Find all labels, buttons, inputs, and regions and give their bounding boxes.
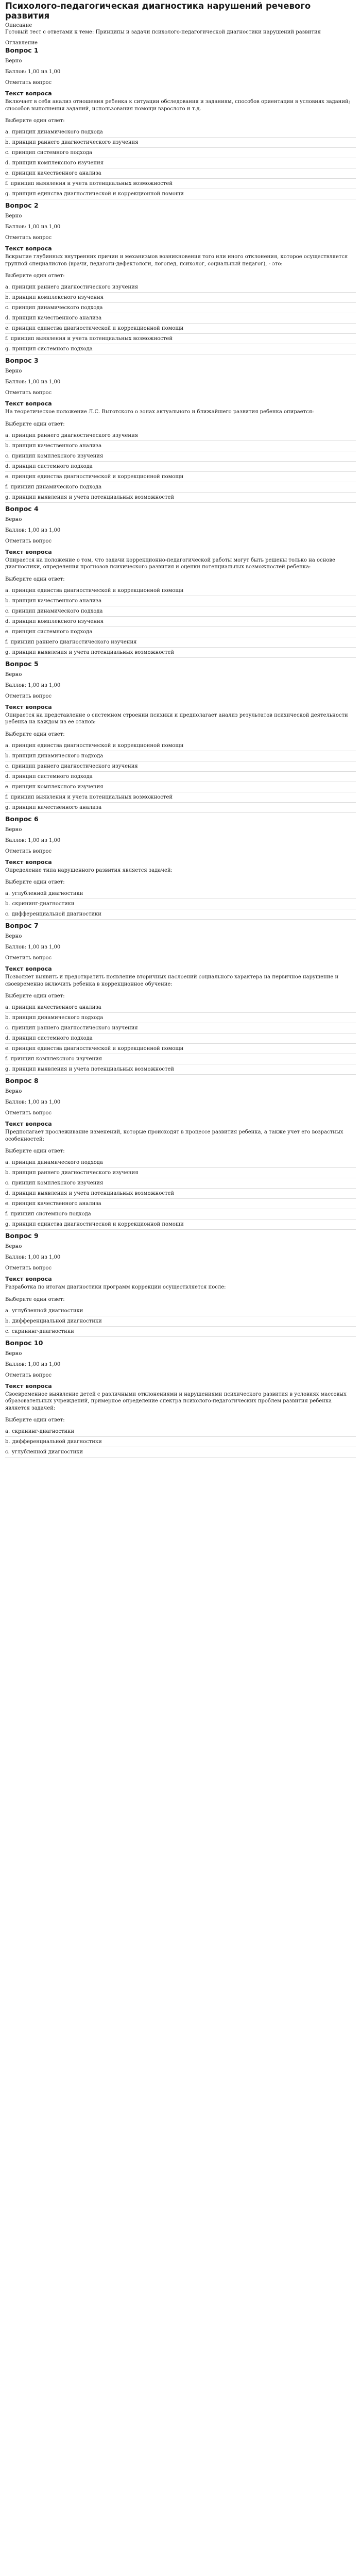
answer-option[interactable] xyxy=(5,617,356,627)
option-text: принцип выявления и учета потенциальных возможностей xyxy=(10,336,173,342)
answer-option[interactable] xyxy=(5,1003,356,1013)
question-text-heading: Текст вопроса xyxy=(5,1121,52,1127)
option-text: принцип выявления и учета потенциальных возможностей xyxy=(12,649,175,655)
option-text: принцип раннего диагностического изучения xyxy=(12,140,139,145)
status-correct: Верно xyxy=(5,934,22,939)
score-text: Баллов: 1,00 из 1,00 xyxy=(5,69,61,75)
question-text-heading: Текст вопроса xyxy=(5,1276,52,1282)
answer-option[interactable] xyxy=(5,792,356,803)
option-text: принцип единства диагностической и коррекционной помощи xyxy=(12,326,184,331)
option-text: принцип качественного анализа xyxy=(12,171,101,176)
answer-option[interactable] xyxy=(5,179,356,189)
option-letter: b. xyxy=(5,1439,10,1445)
answer-option[interactable] xyxy=(5,648,356,658)
option-text: принцип раннего диагностического изучения xyxy=(12,1170,139,1176)
option-text: принцип комплексного изучения xyxy=(11,453,104,459)
score-text: Баллов: 1,00 из 1,00 xyxy=(5,837,61,843)
question-text-heading: Текст вопроса xyxy=(5,245,52,252)
option-letter: a. xyxy=(5,432,10,438)
answer-option[interactable] xyxy=(5,1316,356,1327)
choose-one-label: Выберите один ответ: xyxy=(5,1148,65,1154)
option-text: принцип раннего диагностического изучения xyxy=(10,639,137,645)
option-text: принцип раннего диагностического изучения xyxy=(12,284,139,290)
question-text-heading: Текст вопроса xyxy=(5,1382,52,1389)
option-text: принцип единства диагностической и коррекционной помощи xyxy=(12,191,184,197)
option-text: углубленной диагностики xyxy=(12,891,83,896)
choose-one-label: Выберите один ответ: xyxy=(5,576,65,582)
status-correct: Верно xyxy=(5,671,22,677)
answer-options xyxy=(5,1003,356,1075)
answer-options xyxy=(5,889,356,920)
answer-option[interactable] xyxy=(5,189,356,199)
question-title: Вопрос 4 xyxy=(5,504,39,513)
status-correct: Верно xyxy=(5,1350,22,1357)
option-letter: c. xyxy=(5,911,10,917)
option-letter: e. xyxy=(5,326,10,331)
question-title: Вопрос 9 xyxy=(5,1232,39,1240)
question-text-heading: Текст вопроса xyxy=(5,90,52,97)
option-letter: a. xyxy=(5,1308,10,1314)
score-text: Баллов: 1,00 из 1,00 xyxy=(5,1255,61,1260)
status-correct: Верно xyxy=(5,516,22,522)
flag-question-link[interactable]: Отметить вопрос xyxy=(5,1110,52,1116)
answer-option[interactable] xyxy=(5,1013,356,1023)
answer-option[interactable] xyxy=(5,1064,356,1075)
option-letter: d. xyxy=(5,1191,10,1196)
option-letter: c. xyxy=(5,763,10,769)
question-block xyxy=(5,1077,356,1232)
option-text: принцип динамического подхода xyxy=(12,129,103,135)
spacer xyxy=(5,1458,356,1460)
question-title: Вопрос 5 xyxy=(5,659,39,668)
option-text: принцип качественного анализа xyxy=(12,443,102,449)
option-letter: b. xyxy=(5,1015,10,1021)
option-text: принцип комплексного изучения xyxy=(12,618,104,624)
flag-question-link[interactable]: Отметить вопрос xyxy=(5,235,52,241)
answer-option[interactable] xyxy=(5,334,356,344)
option-text: принцип динамического подхода xyxy=(12,753,104,759)
answer-option[interactable] xyxy=(5,158,356,168)
score-text: Баллов: 1,00 из 1,00 xyxy=(5,944,61,950)
question-text: Включает в себя анализ отношения ребенка к ситуации обследования и заданиям, способов ориентации в условиях заданий; способов выполнения заданий, использования помощи взрослого и т.д. xyxy=(5,99,351,112)
question-text: Предполагает прослеживание изменений, которые происходят в процессе развития ребенка, а также учет его возрастных особенностей: xyxy=(5,1129,343,1142)
option-letter: a. xyxy=(5,284,10,290)
answer-option[interactable] xyxy=(5,313,356,324)
option-text: дифференциальной диагностики xyxy=(12,1318,102,1324)
question-text: Разработка по итогам диагностики программ коррекции осуществляется после: xyxy=(5,1284,226,1290)
question-list xyxy=(5,46,356,1460)
question-title: Вопрос 1 xyxy=(5,46,39,54)
option-letter: b. xyxy=(5,753,10,759)
status-correct: Верно xyxy=(5,826,22,833)
answer-option[interactable] xyxy=(5,324,356,334)
answer-options xyxy=(5,1427,356,1458)
answer-options xyxy=(5,431,356,503)
option-text: принцип единства диагностической и коррекционной помощи xyxy=(12,587,184,594)
option-text: принцип качественного анализа xyxy=(12,804,102,810)
option-text: принцип комплексного изучения xyxy=(11,1180,104,1186)
question-title: Вопрос 7 xyxy=(5,922,39,929)
answer-option[interactable] xyxy=(5,1209,356,1219)
option-text: принцип комплексного изучения xyxy=(10,1056,102,1062)
option-letter: a. xyxy=(5,742,10,749)
question-title: Вопрос 6 xyxy=(5,815,39,823)
score-text: Баллов: 1,00 из 1,00 xyxy=(5,379,61,385)
option-text: принцип комплексного изучения xyxy=(12,295,104,300)
choose-one-label: Выберите один ответ: xyxy=(5,421,65,427)
question-text-heading: Текст вопроса xyxy=(5,703,52,710)
answer-option[interactable] xyxy=(5,493,356,503)
question-block xyxy=(5,1232,356,1339)
option-text: принцип динамического подхода xyxy=(12,1015,104,1021)
answer-option[interactable] xyxy=(5,303,356,313)
option-text: принцип качественного анализа xyxy=(12,1005,101,1010)
option-letter: f. xyxy=(5,1056,9,1062)
answer-options xyxy=(5,127,356,199)
option-letter: d. xyxy=(5,315,10,321)
answer-options xyxy=(5,1306,356,1337)
answer-option[interactable] xyxy=(5,138,356,148)
option-letter: d. xyxy=(5,618,10,624)
answer-options xyxy=(5,741,356,813)
question-text-heading: Текст вопроса xyxy=(5,400,52,407)
option-letter: b. xyxy=(5,1170,10,1176)
question-text-heading: Текст вопроса xyxy=(5,858,52,866)
choose-one-label: Выберите один ответ: xyxy=(5,993,65,999)
flag-question-link[interactable]: Отметить вопрос xyxy=(5,1372,52,1378)
question-block xyxy=(5,357,356,505)
option-text: принцип выявления и учета потенциальных возможностей xyxy=(12,494,175,500)
option-text: принцип раннего диагностического изучения xyxy=(11,1025,138,1031)
answer-option[interactable] xyxy=(5,782,356,792)
answer-option[interactable] xyxy=(5,1327,356,1337)
option-letter: b. xyxy=(5,140,10,145)
answer-option[interactable] xyxy=(5,1219,356,1230)
option-text: скрининг-диагностики xyxy=(11,1328,74,1334)
option-letter: c. xyxy=(5,150,10,156)
answer-option[interactable] xyxy=(5,168,356,179)
question-title: Вопрос 8 xyxy=(5,1077,39,1084)
answer-option[interactable] xyxy=(5,637,356,648)
option-text: дифференциальной диагностики xyxy=(11,911,101,917)
option-letter: f. xyxy=(5,1211,9,1217)
option-letter: g. xyxy=(5,1066,10,1072)
option-letter: e. xyxy=(5,784,10,790)
option-letter: e. xyxy=(5,1201,10,1207)
question-block xyxy=(5,46,356,201)
answer-option[interactable] xyxy=(5,741,356,751)
option-text: принцип системного подхода xyxy=(12,773,93,779)
option-letter: e. xyxy=(5,171,10,176)
option-letter: g. xyxy=(5,191,10,197)
flag-question-link[interactable]: Отметить вопрос xyxy=(5,693,52,699)
option-letter: c. xyxy=(5,1449,10,1455)
option-letter: a. xyxy=(5,129,10,135)
description-text: Готовый тест с ответами к теме: Принципы и задачи психолого-педагогической диагностики нарушений развития xyxy=(5,29,321,35)
option-letter: c. xyxy=(5,608,10,614)
option-text: принцип выявления и учета потенциальных возможностей xyxy=(10,794,173,800)
option-letter: d. xyxy=(5,1036,10,1041)
option-text: принцип комплексного изучения xyxy=(12,784,104,790)
option-letter: g. xyxy=(5,649,10,655)
option-letter: c. xyxy=(5,1180,10,1186)
option-letter: a. xyxy=(5,1160,10,1165)
answer-options xyxy=(5,586,356,658)
answer-option[interactable] xyxy=(5,462,356,472)
option-text: принцип системного подхода xyxy=(12,463,93,469)
answer-option[interactable] xyxy=(5,1023,356,1033)
option-letter: f. xyxy=(5,181,9,187)
choose-one-label: Выберите один ответ: xyxy=(5,1417,65,1423)
option-letter: c. xyxy=(5,1328,10,1334)
question-block xyxy=(5,1339,356,1460)
question-block xyxy=(5,815,356,922)
option-text: принцип раннего диагностического изучения xyxy=(11,763,138,769)
status-correct: Верно xyxy=(5,213,22,219)
option-text: принцип единства диагностической и коррекционной помощи xyxy=(12,742,184,749)
flag-question-link[interactable]: Отметить вопрос xyxy=(5,80,52,86)
answer-option[interactable] xyxy=(5,1447,356,1458)
answer-option[interactable] xyxy=(5,472,356,482)
score-text: Баллов: 1,00 из 1,00 xyxy=(5,527,61,533)
answer-option[interactable] xyxy=(5,1044,356,1054)
choose-one-label: Выберите один ответ: xyxy=(5,118,65,124)
toc-link[interactable]: Оглавление xyxy=(5,40,38,46)
question-text: Позволяет выявить и предотвратить появление вторичных наслоений социального характера на первичное нарушение и своевременно включить ребенка в коррекционное обучение: xyxy=(5,974,339,987)
answer-option[interactable] xyxy=(5,344,356,354)
option-letter: f. xyxy=(5,336,9,342)
option-text: принцип раннего диагностического изучения xyxy=(12,432,139,438)
option-text: дифференциальной диагностики xyxy=(12,1439,102,1445)
score-text: Баллов: 1,00 из 1,00 xyxy=(5,682,61,688)
option-letter: d. xyxy=(5,773,10,779)
option-letter: a. xyxy=(5,1429,10,1434)
answer-option[interactable] xyxy=(5,1306,356,1316)
answer-option[interactable] xyxy=(5,482,356,493)
flag-question-link[interactable]: Отметить вопрос xyxy=(5,848,52,854)
flag-question-link[interactable]: Отметить вопрос xyxy=(5,955,52,961)
option-text: принцип системного подхода xyxy=(12,346,93,352)
option-text: принцип системного подхода xyxy=(10,1211,91,1217)
option-text: принцип единства диагностической и коррекционной помощи xyxy=(12,1222,184,1227)
answer-option[interactable] xyxy=(5,772,356,782)
option-text: принцип качественного анализа xyxy=(12,598,102,604)
answer-option[interactable] xyxy=(5,761,356,772)
option-text: принцип выявления и учета потенциальных возможностей xyxy=(12,1191,175,1196)
option-text: принцип качественного анализа xyxy=(12,315,102,321)
option-letter: f. xyxy=(5,484,9,490)
option-letter: g. xyxy=(5,494,10,500)
option-letter: g. xyxy=(5,1222,10,1227)
option-letter: c. xyxy=(5,305,10,311)
answer-option[interactable] xyxy=(5,1427,356,1437)
status-correct: Верно xyxy=(5,1089,22,1094)
option-letter: e. xyxy=(5,473,10,480)
choose-one-label: Выберите один ответ: xyxy=(5,879,65,885)
question-block xyxy=(5,660,356,815)
answer-option[interactable] xyxy=(5,1168,356,1178)
score-text: Баллов: 1,00 из 1,00 xyxy=(5,224,61,230)
choose-one-label: Выберите один ответ: xyxy=(5,1296,65,1302)
answer-option[interactable] xyxy=(5,1054,356,1064)
answer-option[interactable] xyxy=(5,751,356,761)
answer-option[interactable] xyxy=(5,293,356,303)
option-text: принцип динамического подхода xyxy=(12,1160,103,1165)
answer-option[interactable] xyxy=(5,1178,356,1189)
option-letter: a. xyxy=(5,1005,10,1010)
answer-options xyxy=(5,282,356,354)
answer-option[interactable] xyxy=(5,606,356,617)
answer-options xyxy=(5,1158,356,1230)
choose-one-label: Выберите один ответ: xyxy=(5,273,65,279)
option-letter: b. xyxy=(5,598,10,604)
question-text-heading: Текст вопроса xyxy=(5,965,52,972)
answer-option[interactable] xyxy=(5,909,356,920)
question-text: На теоретическое положение Л.С. Выготского о зонах актуального и ближайшего развития ребенка опирается: xyxy=(5,409,314,415)
page-title: Психолого-педагогическая диагностика нарушений речевого развития xyxy=(5,1,311,21)
option-letter: d. xyxy=(5,160,10,166)
option-letter: c. xyxy=(5,1025,10,1031)
answer-option[interactable] xyxy=(5,148,356,158)
option-text: углубленной диагностики xyxy=(11,1449,83,1455)
option-text: принцип динамического подхода xyxy=(10,484,102,490)
flag-question-link[interactable]: Отметить вопрос xyxy=(5,538,52,544)
question-text: Своевременное выявление детей с различными отклонениями и нарушениями психического развития в условиях массовых образовательных учреждений, примерное определение спектра психолого-педагогических проблем развития ребенка является задачей: xyxy=(5,1391,347,1411)
option-letter: b. xyxy=(5,295,10,300)
option-letter: b. xyxy=(5,901,10,907)
question-text: Опирается на положение о том, что задачи коррекционно-педагогической работы могут быть решены только на основе диагностики, определения прогнозов психического развития и оценки потенциальных возможностей ребенка: xyxy=(5,557,335,570)
option-letter: g. xyxy=(5,804,10,810)
status-correct: Верно xyxy=(5,58,22,64)
choose-one-label: Выберите один ответ: xyxy=(5,731,65,737)
option-text: принцип единства диагностической и коррекционной помощи xyxy=(12,473,184,480)
answer-option[interactable] xyxy=(5,1199,356,1209)
option-text: принцип единства диагностической и коррекционной помощи xyxy=(12,1046,184,1052)
option-text: углубленной диагностики xyxy=(12,1308,83,1314)
option-text: принцип выявления и учета потенциальных возможностей xyxy=(10,181,173,187)
option-letter: a. xyxy=(5,587,10,594)
description-label: Описание xyxy=(5,23,32,28)
question-block xyxy=(5,505,356,660)
question-text: Вскрытие глубинных внутренних причин и механизмов возникновения того или иного отклонения, которое осуществляется группой специалистов (врачи, педагоги-дефектологи, логопед, психолог, социальный педагог), - это: xyxy=(5,254,348,267)
score-text: Баллов: 1,00 из 1,00 xyxy=(5,1099,61,1105)
answer-option[interactable] xyxy=(5,803,356,813)
option-letter: g. xyxy=(5,346,10,352)
option-letter: a. xyxy=(5,891,10,896)
option-text: принцип системного подхода xyxy=(11,150,92,156)
question-title: Вопрос 3 xyxy=(5,357,39,364)
option-text: принцип системного подхода xyxy=(12,1036,93,1041)
answer-option[interactable] xyxy=(5,899,356,909)
flag-question-link[interactable]: Отметить вопрос xyxy=(5,390,52,396)
question-text-heading: Текст вопроса xyxy=(5,548,52,555)
option-letter: b. xyxy=(5,1318,10,1324)
option-letter: f. xyxy=(5,639,9,645)
answer-option[interactable] xyxy=(5,441,356,451)
status-correct: Верно xyxy=(5,1244,22,1249)
answer-option[interactable] xyxy=(5,451,356,462)
option-letter: b. xyxy=(5,443,10,449)
answer-option[interactable] xyxy=(5,431,356,441)
question-title: Вопрос 2 xyxy=(5,201,39,209)
answer-option[interactable] xyxy=(5,889,356,899)
option-text: принцип качественного анализа xyxy=(12,1201,101,1207)
answer-option[interactable] xyxy=(5,1033,356,1044)
option-text: скрининг-диагностики xyxy=(12,1429,75,1434)
answer-option[interactable] xyxy=(5,127,356,138)
question-block xyxy=(5,922,356,1077)
option-text: принцип комплексного изучения xyxy=(12,160,104,166)
option-letter: f. xyxy=(5,794,9,800)
option-text: принцип динамического подхода xyxy=(11,608,103,614)
option-letter: c. xyxy=(5,453,10,459)
option-text: принцип системного подхода xyxy=(12,629,93,635)
option-text: принцип динамического подхода xyxy=(11,305,103,311)
score-text: Баллов: 1,00 из 1,00 xyxy=(5,1361,61,1367)
answer-option[interactable] xyxy=(5,1158,356,1168)
answer-option[interactable] xyxy=(5,282,356,293)
question-text: Опирается на представление о системном строении психики и предполагает анализ результатов психической деятельности ребенка на каждом из ее этапов: xyxy=(5,712,348,725)
question-block xyxy=(5,201,356,357)
flag-question-link[interactable]: Отметить вопрос xyxy=(5,1265,52,1271)
option-letter: e. xyxy=(5,1046,10,1052)
question-text: Определение типа нарушенного развития является задачей: xyxy=(5,867,173,873)
option-text: скрининг-диагностики xyxy=(12,901,75,907)
option-text: принцип выявления и учета потенциальных возможностей xyxy=(12,1066,175,1072)
answer-option[interactable] xyxy=(5,596,356,606)
answer-option[interactable] xyxy=(5,586,356,596)
option-letter: e. xyxy=(5,629,10,635)
answer-option[interactable] xyxy=(5,627,356,637)
question-title: Вопрос 10 xyxy=(5,1338,43,1347)
answer-option[interactable] xyxy=(5,1189,356,1199)
answer-option[interactable] xyxy=(5,1437,356,1447)
option-letter: d. xyxy=(5,463,10,469)
status-correct: Верно xyxy=(5,368,22,374)
